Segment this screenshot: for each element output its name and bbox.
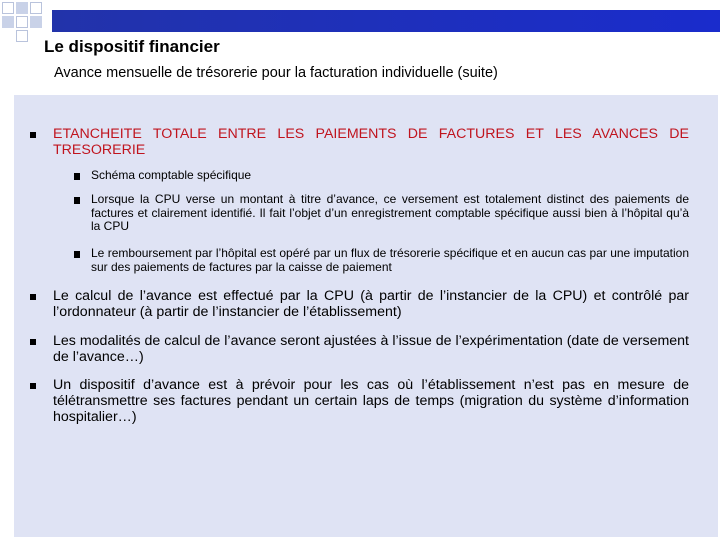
- sub-bullet-text: Schéma comptable spécifique: [91, 168, 252, 182]
- slide-subtitle: Avance mensuelle de trésorerie pour la facturation individuelle (suite): [54, 65, 498, 81]
- decor-square: [16, 2, 28, 14]
- square-bullet-icon: [30, 132, 36, 138]
- bullet-text: Un dispositif d’avance est à prévoir pour les cas où l’établissement n’est pas en mesure de télétransmettre ses factures pendant un certain laps de temps (migration du système d’information hospitalier…): [53, 377, 689, 425]
- bullet-text: Le calcul de l’avance est effectué par la CPU (à partir de l’instancier de la CPU) et contrôlé par l’ordonnateur (à partir de l’instancier de l’établissement): [53, 288, 689, 320]
- decor-square: [2, 16, 14, 28]
- square-bullet-icon: [74, 251, 80, 258]
- slide-title: Le dispositif financier: [44, 37, 220, 56]
- bullet-text: Les modalités de calcul de l’avance seront ajustées à l’issue de l’expérimentation (date de versement de l’avance…): [53, 333, 689, 365]
- sub-bullet-text: Le remboursement par l’hôpital est opéré par un flux de trésorerie spécifique et en aucun cas par une imputation sur des paiements de factures par la caisse de paiement: [91, 246, 689, 274]
- square-bullet-icon: [30, 294, 36, 300]
- content-panel: [14, 95, 718, 537]
- square-bullet-icon: [74, 197, 80, 204]
- decor-square: [16, 30, 28, 42]
- decor-square: [30, 2, 42, 14]
- sub-bullet-text: Lorsque la CPU verse un montant à titre d’avance, ce versement est totalement distinct des paiements de factures et clairement identifié. Il fait l’objet d’un enregistrement comptable spécifique aussi bien à l’hôpital qu’à la CPU: [91, 192, 689, 233]
- header-accent-bar: [52, 10, 720, 32]
- decor-square: [30, 16, 42, 28]
- decor-square: [2, 2, 14, 14]
- square-bullet-icon: [30, 383, 36, 389]
- decor-square: [16, 16, 28, 28]
- square-bullet-icon: [74, 173, 80, 180]
- square-bullet-icon: [30, 339, 36, 345]
- bullet-text: ETANCHEITE TOTALE ENTRE LES PAIEMENTS DE FACTURES ET LES AVANCES DE TRESORERIE: [53, 126, 689, 158]
